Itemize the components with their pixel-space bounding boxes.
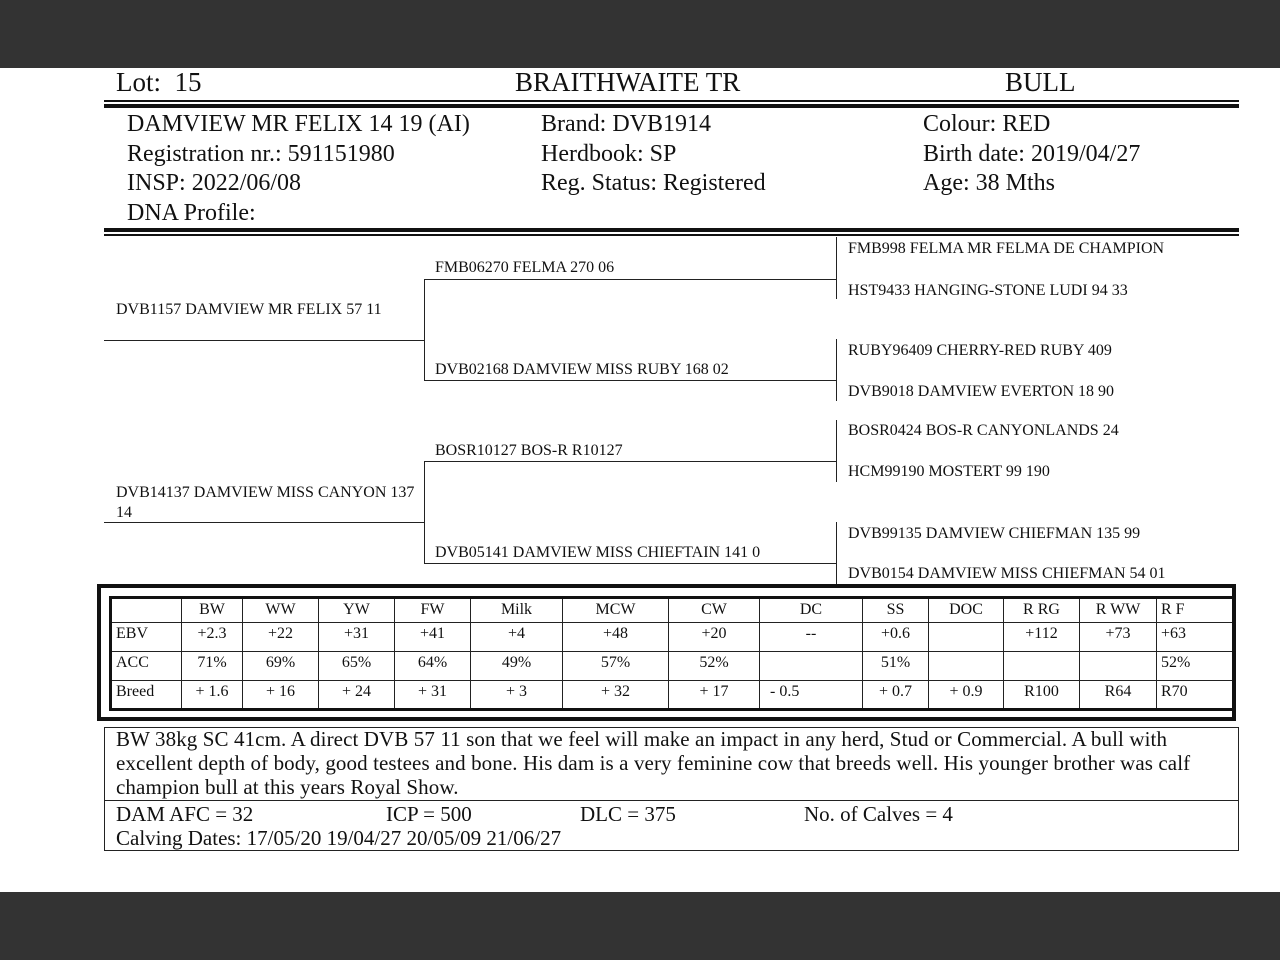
ebv-cell: +22 bbox=[243, 623, 319, 652]
dam-calves: No. of Calves = 4 bbox=[804, 802, 953, 826]
brand: Brand: DVB1914 bbox=[541, 111, 711, 137]
ebv-cell: 49% bbox=[471, 652, 563, 681]
ebv-header-cell: MCW bbox=[563, 598, 669, 623]
ebv-cell: 51% bbox=[863, 652, 929, 681]
ebv-cell: - 0.5 bbox=[760, 681, 863, 710]
pedigree-connector bbox=[836, 420, 837, 482]
ebv-cell bbox=[929, 652, 1004, 681]
dna-profile: DNA Profile: bbox=[127, 200, 256, 226]
pedigree-sire-dam: DVB02168 DAMVIEW MISS RUBY 168 02 bbox=[435, 361, 729, 378]
top-frame-bar bbox=[0, 0, 1280, 68]
colour: Colour: RED bbox=[923, 111, 1051, 137]
ebv-cell: +63 bbox=[1157, 623, 1234, 652]
pedigree-gg: BOSR0424 BOS-R CANYONLANDS 24 bbox=[848, 422, 1119, 439]
pedigree-connector bbox=[836, 522, 837, 584]
ebv-cell: + 17 bbox=[669, 681, 760, 710]
ebv-cell: + 32 bbox=[563, 681, 669, 710]
dam-dlc: DLC = 375 bbox=[580, 802, 676, 826]
ebv-cell: +41 bbox=[395, 623, 471, 652]
info-rule bbox=[104, 234, 1239, 236]
ebv-header-cell: SS bbox=[863, 598, 929, 623]
pedigree-gg: RUBY96409 CHERRY-RED RUBY 409 bbox=[848, 342, 1112, 359]
pedigree-line bbox=[104, 340, 424, 341]
ebv-header-cell: FW bbox=[395, 598, 471, 623]
ebv-row-label: ACC bbox=[111, 652, 182, 681]
description-divider bbox=[104, 800, 1239, 801]
ebv-cell bbox=[1080, 652, 1157, 681]
pedigree-line bbox=[424, 380, 836, 381]
ebv-table-wrapper bbox=[109, 596, 1235, 711]
ebv-cell: + 1.6 bbox=[182, 681, 243, 710]
ebv-cell: +112 bbox=[1004, 623, 1080, 652]
ebv-row-breed bbox=[111, 681, 1234, 710]
pedigree-gg: FMB998 FELMA MR FELMA DE CHAMPION bbox=[848, 240, 1165, 257]
pedigree-line bbox=[104, 522, 424, 523]
pedigree-line bbox=[424, 563, 836, 564]
pedigree-connector bbox=[836, 339, 837, 401]
pedigree-dam-sire: BOSR10127 BOS-R R10127 bbox=[435, 442, 623, 459]
ebv-row-ebv bbox=[111, 623, 1234, 652]
ebv-cell: +20 bbox=[669, 623, 760, 652]
ebv-cell: + 16 bbox=[243, 681, 319, 710]
ebv-cell: 57% bbox=[563, 652, 669, 681]
ebv-cell: +31 bbox=[319, 623, 395, 652]
ebv-header-cell: WW bbox=[243, 598, 319, 623]
ebv-row-label: Breed bbox=[111, 681, 182, 710]
description-text: BW 38kg SC 41cm. A direct DVB 57 11 son that we feel will make an impact in any herd, Stud or Commercial. A bull with excellent depth of body, good testees and bone. His dam is a very feminine cow that breeds well. His younger brother was calf champion bull at this years Royal Show. bbox=[116, 727, 1191, 799]
ebv-cell: + 24 bbox=[319, 681, 395, 710]
ebv-header-row bbox=[111, 598, 1234, 623]
ebv-cell: R64 bbox=[1080, 681, 1157, 710]
ebv-cell: +73 bbox=[1080, 623, 1157, 652]
ebv-cell: R100 bbox=[1004, 681, 1080, 710]
ebv-cell: + 0.9 bbox=[929, 681, 1004, 710]
ebv-header-cell: DOC bbox=[929, 598, 1004, 623]
ebv-cell: 71% bbox=[182, 652, 243, 681]
seller-name: BRAITHWAITE TR bbox=[515, 67, 741, 97]
ebv-header-cell: YW bbox=[319, 598, 395, 623]
reg-status: Reg. Status: Registered bbox=[541, 170, 766, 196]
dam-afc: DAM AFC = 32 bbox=[116, 802, 254, 826]
ebv-cell bbox=[760, 652, 863, 681]
ebv-cell: +2.3 bbox=[182, 623, 243, 652]
ebv-row-label: EBV bbox=[111, 623, 182, 652]
pedigree-gg: HCM99190 MOSTERT 99 190 bbox=[848, 463, 1050, 480]
calving-dates: Calving Dates: 17/05/20 19/04/27 20/05/09 21/06/27 bbox=[116, 826, 562, 850]
ebv-cell: + 31 bbox=[395, 681, 471, 710]
ebv-cell bbox=[929, 623, 1004, 652]
pedigree-dam-dam: DVB05141 DAMVIEW MISS CHIEFTAIN 141 0 bbox=[435, 544, 761, 561]
pedigree-gg: DVB9018 DAMVIEW EVERTON 18 90 bbox=[848, 383, 1114, 400]
ebv-cell: + 3 bbox=[471, 681, 563, 710]
pedigree-connector bbox=[836, 237, 837, 299]
registration-number: Registration nr.: 591151980 bbox=[127, 141, 395, 167]
birth-date: Birth date: 2019/04/27 bbox=[923, 141, 1141, 167]
ebv-header-cell bbox=[111, 598, 182, 623]
ebv-header-cell: BW bbox=[182, 598, 243, 623]
animal-category: BULL bbox=[1005, 67, 1076, 97]
ebv-cell: -- bbox=[760, 623, 863, 652]
age: Age: 38 Mths bbox=[923, 170, 1055, 196]
info-rule-thick bbox=[104, 228, 1239, 232]
ebv-cell: +0.6 bbox=[863, 623, 929, 652]
ebv-cell: + 0.7 bbox=[863, 681, 929, 710]
ebv-header-cell: Milk bbox=[471, 598, 563, 623]
ebv-cell: 65% bbox=[319, 652, 395, 681]
ebv-cell: R70 bbox=[1157, 681, 1234, 710]
lot-label: Lot: 15 bbox=[116, 67, 202, 97]
pedigree-line bbox=[424, 461, 836, 462]
pedigree-sire-sire: FMB06270 FELMA 270 06 bbox=[435, 259, 615, 276]
pedigree-line bbox=[424, 279, 836, 280]
ebv-cell: +48 bbox=[563, 623, 669, 652]
ebv-cell: 52% bbox=[669, 652, 760, 681]
ebv-cell: 52% bbox=[1157, 652, 1234, 681]
animal-name: DAMVIEW MR FELIX 14 19 (AI) bbox=[127, 111, 470, 137]
pedigree-dam: DVB14137 DAMVIEW MISS CANYON 137 14 bbox=[116, 484, 415, 521]
ebv-row-acc bbox=[111, 652, 1234, 681]
ebv-cell: 69% bbox=[243, 652, 319, 681]
ebv-header-cell: DC bbox=[760, 598, 863, 623]
pedigree-gg: HST9433 HANGING-STONE LUDI 94 33 bbox=[848, 282, 1128, 299]
ebv-cell bbox=[1004, 652, 1080, 681]
pedigree-sire: DVB1157 DAMVIEW MR FELIX 57 11 bbox=[116, 301, 382, 318]
ebv-table bbox=[109, 596, 1235, 711]
pedigree-connector bbox=[424, 462, 425, 563]
lot-number: 15 bbox=[174, 67, 202, 97]
pedigree-connector bbox=[424, 280, 425, 381]
insp-date: INSP: 2022/06/08 bbox=[127, 170, 302, 196]
ebv-header-cell: R F bbox=[1157, 598, 1234, 623]
pedigree-gg: DVB0154 DAMVIEW MISS CHIEFMAN 54 01 bbox=[848, 565, 1166, 582]
ebv-header-cell: CW bbox=[669, 598, 760, 623]
ebv-header-cell: R WW bbox=[1080, 598, 1157, 623]
header-rule bbox=[104, 100, 1239, 102]
dam-icp: ICP = 500 bbox=[386, 802, 472, 826]
ebv-cell: 64% bbox=[395, 652, 471, 681]
pedigree-gg: DVB99135 DAMVIEW CHIEFMAN 135 99 bbox=[848, 525, 1141, 542]
herdbook: Herdbook: SP bbox=[541, 141, 677, 167]
bottom-frame-bar bbox=[0, 892, 1280, 960]
ebv-header-cell: R RG bbox=[1004, 598, 1080, 623]
header-rule-thick bbox=[104, 104, 1239, 108]
ebv-cell: +4 bbox=[471, 623, 563, 652]
